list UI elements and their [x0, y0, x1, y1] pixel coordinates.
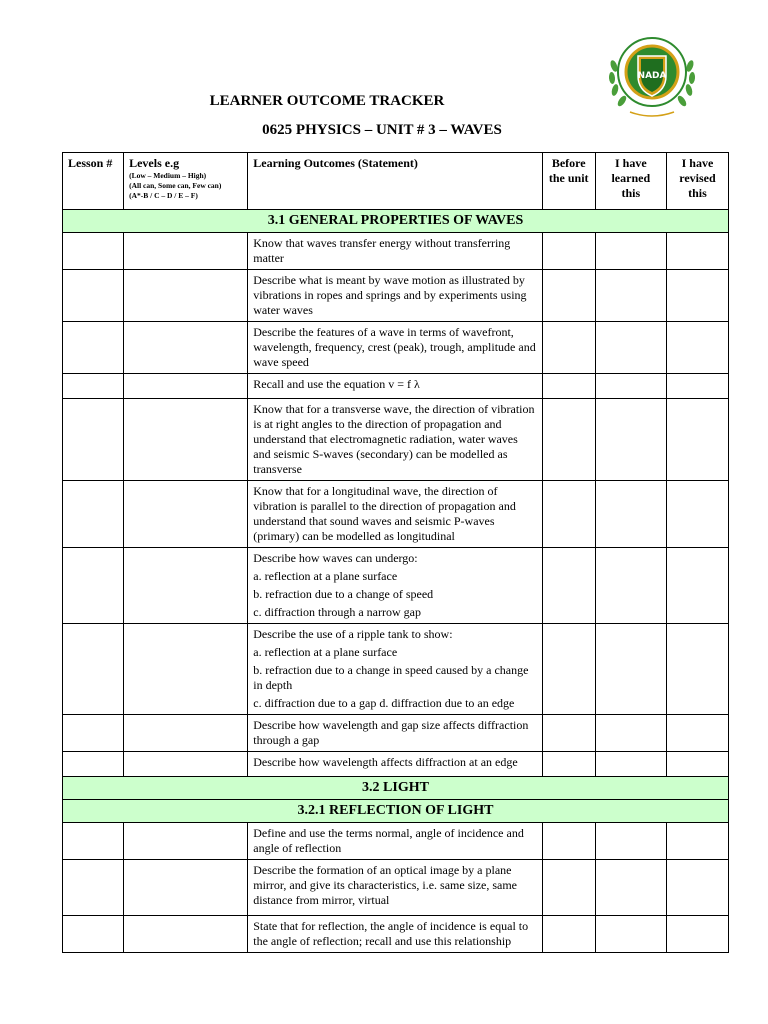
outcome-cell	[248, 270, 542, 322]
revised-checkbox[interactable]	[666, 233, 728, 270]
outcome-statement: State that for reflection, the angle of incidence is equal to the angle of reflection; recall and use this relationship	[253, 919, 529, 948]
outcome-sub-item: b. refraction due to a change of speed	[253, 587, 434, 601]
learned-checkbox[interactable]	[595, 624, 666, 715]
col-header-revised: I have revised this	[666, 153, 728, 210]
outcome-statement: Describe the features of a wave in terms of wavefront, wavelength, frequency, crest (peak), trough, amplitude and wave speed	[253, 325, 536, 369]
lesson-cell[interactable]	[63, 270, 124, 322]
level-cell[interactable]	[124, 860, 248, 916]
before-unit-checkbox[interactable]	[542, 481, 595, 548]
outcome-row	[63, 752, 729, 777]
section-header-row	[63, 777, 729, 800]
lesson-cell[interactable]	[63, 322, 124, 374]
outcome-row	[63, 481, 729, 548]
outcome-row	[63, 322, 729, 374]
lesson-cell[interactable]	[63, 715, 124, 752]
level-cell[interactable]	[124, 752, 248, 777]
revised-checkbox[interactable]	[666, 548, 728, 624]
revised-checkbox[interactable]	[666, 399, 728, 481]
outcome-statement: Describe how waves can undergo:	[253, 551, 418, 565]
before-unit-checkbox[interactable]	[542, 270, 595, 322]
lesson-cell[interactable]	[63, 481, 124, 548]
section-title: 3.1 GENERAL PROPERTIES OF WAVES	[63, 210, 729, 233]
before-unit-checkbox[interactable]	[542, 322, 595, 374]
outcome-cell	[248, 399, 542, 481]
level-cell[interactable]	[124, 374, 248, 399]
levels-note-3: (A*-B / C – D / E – F)	[129, 191, 198, 200]
before-unit-checkbox[interactable]	[542, 752, 595, 777]
outcome-row	[63, 374, 729, 399]
section-header-row	[63, 800, 729, 823]
outcome-cell	[248, 752, 542, 777]
level-cell[interactable]	[124, 916, 248, 953]
before-unit-checkbox[interactable]	[542, 233, 595, 270]
learned-checkbox[interactable]	[595, 481, 666, 548]
logo-wordmark: NADA	[637, 71, 667, 81]
levels-note-1: (Low – Medium – High)	[129, 171, 207, 180]
lesson-cell[interactable]	[63, 399, 124, 481]
lesson-cell[interactable]	[63, 624, 124, 715]
level-cell[interactable]	[124, 481, 248, 548]
outcome-statement: Describe the use of a ripple tank to show:	[253, 627, 453, 641]
outcome-cell	[248, 624, 542, 715]
before-unit-checkbox[interactable]	[542, 624, 595, 715]
learned-checkbox[interactable]	[595, 916, 666, 953]
outcome-sub-item: a. reflection at a plane surface	[253, 569, 398, 583]
outcome-statement: Recall and use the equation v = f λ	[253, 377, 420, 391]
learned-checkbox[interactable]	[595, 548, 666, 624]
col-header-lesson: Lesson #	[63, 153, 124, 210]
revised-checkbox[interactable]	[666, 916, 728, 953]
outcome-statement: Describe how wavelength affects diffraction at an edge	[253, 755, 518, 769]
learned-checkbox[interactable]	[595, 715, 666, 752]
learned-checkbox[interactable]	[595, 399, 666, 481]
level-cell[interactable]	[124, 270, 248, 322]
outcome-row	[63, 823, 729, 860]
table-body	[63, 210, 729, 953]
level-cell[interactable]	[124, 322, 248, 374]
col-header-learned: I have learned this	[595, 153, 666, 210]
learned-checkbox[interactable]	[595, 270, 666, 322]
page-title: LEARNER OUTCOME TRACKER	[209, 93, 445, 109]
outcome-cell	[248, 233, 542, 270]
revised-checkbox[interactable]	[666, 624, 728, 715]
levels-label: Levels e.g	[129, 156, 180, 170]
col-header-before: Before the unit	[542, 153, 595, 210]
page-subtitle: 0625 PHYSICS – UNIT # 3 – WAVES	[262, 122, 502, 138]
outcome-statement: Describe how wavelength and gap size affects diffraction through a gap	[253, 718, 529, 747]
levels-note-2: (All can, Some can, Few can)	[129, 181, 222, 190]
level-cell[interactable]	[124, 624, 248, 715]
outcome-cell	[248, 481, 542, 548]
outcome-sub-item: c. diffraction due to a gap d. diffraction due to an edge	[253, 696, 515, 710]
outcome-cell	[248, 715, 542, 752]
outcome-sub-item: b. refraction due to a change in speed caused by a change in depth	[253, 663, 529, 692]
outcome-statement: Describe what is meant by wave motion as illustrated by vibrations in ropes and springs and by experiments using water waves	[253, 273, 527, 317]
outcome-cell	[248, 823, 542, 860]
lesson-cell[interactable]	[63, 752, 124, 777]
level-cell[interactable]	[124, 548, 248, 624]
section-header-row	[63, 210, 729, 233]
outcome-row	[63, 548, 729, 624]
outcome-statement: Describe the formation of an optical image by a plane mirror, and give its characteristics, i.e. same size, same distance from mirror, virtual	[253, 863, 518, 907]
before-unit-checkbox[interactable]	[542, 715, 595, 752]
learned-checkbox[interactable]	[595, 374, 666, 399]
revised-checkbox[interactable]	[666, 374, 728, 399]
learned-checkbox[interactable]	[595, 322, 666, 374]
revised-checkbox[interactable]	[666, 823, 728, 860]
level-cell[interactable]	[124, 823, 248, 860]
outcome-cell	[248, 548, 542, 624]
lesson-cell[interactable]	[63, 823, 124, 860]
section-title: 3.2.1 REFLECTION OF LIGHT	[63, 800, 729, 823]
revised-checkbox[interactable]	[666, 860, 728, 916]
col-header-levels	[124, 153, 248, 210]
revised-checkbox[interactable]	[666, 322, 728, 374]
outcome-row	[63, 233, 729, 270]
outcome-statement: Define and use the terms normal, angle of incidence and angle of reflection	[253, 826, 524, 855]
outcome-row	[63, 270, 729, 322]
revised-checkbox[interactable]	[666, 481, 728, 548]
before-unit-checkbox[interactable]	[542, 548, 595, 624]
revised-checkbox[interactable]	[666, 752, 728, 777]
outcome-statement: Know that for a transverse wave, the direction of vibration is at right angles to the direction of propagation and understand that electromagnetic radiation, water waves and seismic S-waves (secondary) can be modelled as transverse	[253, 402, 535, 476]
outcome-sub-item: a. reflection at a plane surface	[253, 645, 398, 659]
table-header-row	[63, 153, 729, 210]
learned-checkbox[interactable]	[595, 860, 666, 916]
level-cell[interactable]	[124, 715, 248, 752]
outcome-row	[63, 624, 729, 715]
revised-checkbox[interactable]	[666, 715, 728, 752]
lesson-cell[interactable]	[63, 860, 124, 916]
section-title: 3.2 LIGHT	[63, 777, 729, 800]
outcome-sub-item: c. diffraction through a narrow gap	[253, 605, 421, 619]
outcome-cell	[248, 916, 542, 953]
lesson-cell[interactable]	[63, 374, 124, 399]
before-unit-checkbox[interactable]	[542, 374, 595, 399]
level-cell[interactable]	[124, 399, 248, 481]
before-unit-checkbox[interactable]	[542, 823, 595, 860]
col-header-outcomes: Learning Outcomes (Statement)	[248, 153, 542, 210]
before-unit-checkbox[interactable]	[542, 916, 595, 953]
before-unit-checkbox[interactable]	[542, 860, 595, 916]
level-cell[interactable]	[124, 233, 248, 270]
outcome-row	[63, 715, 729, 752]
learned-checkbox[interactable]	[595, 823, 666, 860]
lesson-cell[interactable]	[63, 233, 124, 270]
learned-checkbox[interactable]	[595, 233, 666, 270]
revised-checkbox[interactable]	[666, 270, 728, 322]
outcome-row	[63, 860, 729, 916]
outcome-tracker-table	[62, 152, 729, 953]
lesson-cell[interactable]	[63, 548, 124, 624]
before-unit-checkbox[interactable]	[542, 399, 595, 481]
outcome-cell	[248, 860, 542, 916]
outcome-statement: Know that waves transfer energy without transferring matter	[253, 236, 511, 265]
outcome-cell	[248, 322, 542, 374]
lesson-cell[interactable]	[63, 916, 124, 953]
learned-checkbox[interactable]	[595, 752, 666, 777]
outcome-row	[63, 399, 729, 481]
outcome-statement: Know that for a longitudinal wave, the direction of vibration is parallel to the direction of propagation and understand that sound waves and seismic P-waves (primary) can be modelled as longitudinal	[253, 484, 516, 543]
outcome-row	[63, 916, 729, 953]
outcome-cell	[248, 374, 542, 399]
